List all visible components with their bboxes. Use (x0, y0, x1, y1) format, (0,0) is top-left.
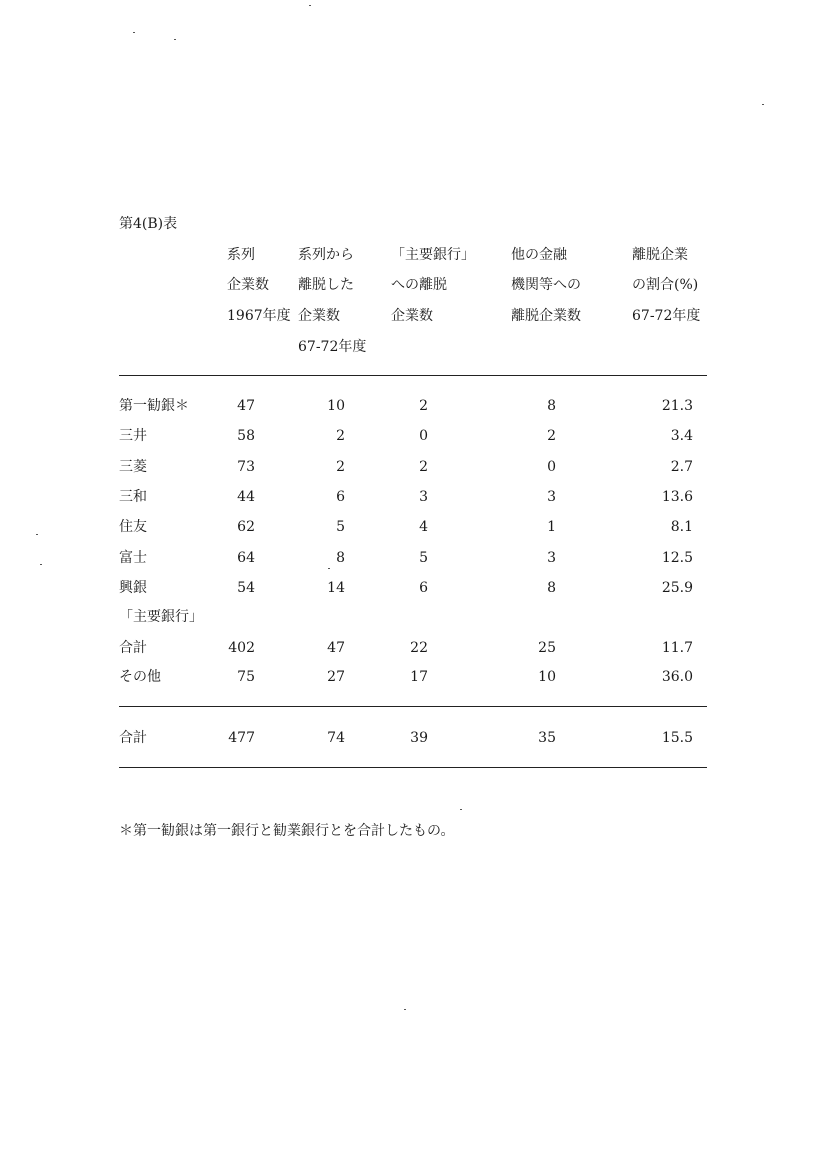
to-main-banks-cell: 0 (419, 428, 428, 445)
header-line: 1967年度 (227, 308, 291, 324)
departed-count-cell: 27 (327, 669, 345, 685)
departure-ratio-cell: 2.7 (670, 458, 693, 475)
row-label: 興銀 (119, 579, 147, 596)
departed-count-cell: 2 (336, 458, 345, 475)
scan-speck (328, 568, 330, 569)
departure-ratio-cell: 8.1 (670, 519, 693, 536)
departed-count-cell: 10 (327, 398, 345, 414)
to-main-banks-cell: 5 (419, 549, 428, 566)
departure-ratio-cell: 36.0 (661, 669, 693, 685)
group-label: 「主要銀行」 (119, 609, 203, 625)
departed-count-cell: 47 (327, 640, 345, 656)
header-line: 離脱企業 (632, 247, 688, 263)
header-line: への離脱 (391, 277, 447, 293)
footnote: ＊第一勧銀は第一銀行と勧業銀行とを合計したもの。 (119, 823, 455, 839)
to-main-banks-cell: 6 (419, 579, 428, 596)
row-label: 合計 (119, 640, 147, 656)
to-other-institutions-cell: 8 (547, 398, 556, 414)
keiretsu-count-cell: 62 (237, 519, 255, 536)
departure-ratio-cell: 13.6 (661, 488, 693, 505)
keiretsu-count-cell: 44 (237, 488, 255, 505)
header-line: 系列から (298, 247, 354, 263)
to-main-banks-cell: 22 (410, 640, 428, 656)
scan-speck (174, 39, 176, 40)
header-line: 離脱した (298, 277, 354, 293)
departure-ratio-cell: 25.9 (661, 579, 693, 596)
departed-count-cell: 14 (327, 579, 345, 596)
keiretsu-count-cell: 402 (228, 640, 255, 656)
table-rule-top (119, 375, 707, 376)
to-other-institutions-cell: 8 (547, 579, 556, 596)
scan-speck (133, 32, 135, 33)
to-main-banks-cell: 39 (410, 730, 428, 746)
header-line: 67-72年度 (632, 308, 701, 324)
departure-ratio-cell: 15.5 (661, 730, 693, 746)
to-other-institutions-cell: 35 (538, 730, 556, 746)
departed-count-cell: 6 (336, 488, 345, 505)
to-other-institutions-cell: 3 (547, 488, 556, 505)
header-line: 67-72年度 (298, 339, 367, 355)
row-label: その他 (119, 669, 161, 685)
keiretsu-count-cell: 47 (237, 398, 255, 414)
row-label: 三和 (119, 488, 147, 505)
to-main-banks-cell: 3 (419, 488, 428, 505)
to-main-banks-cell: 17 (410, 669, 428, 685)
to-main-banks-cell: 4 (419, 519, 428, 536)
row-label: 三井 (119, 428, 147, 445)
scan-speck (762, 104, 764, 105)
keiretsu-count-cell: 477 (228, 730, 255, 746)
departure-ratio-cell: 21.3 (661, 398, 693, 414)
header-line: の割合(%) (632, 277, 699, 293)
departed-count-cell: 5 (336, 519, 345, 536)
to-other-institutions-cell: 0 (547, 458, 556, 475)
to-main-banks-cell: 2 (419, 398, 428, 414)
header-line: 「主要銀行」 (391, 247, 475, 263)
departure-ratio-cell: 3.4 (670, 428, 693, 445)
row-label: 住友 (119, 519, 147, 536)
header-line: 企業数 (227, 277, 269, 293)
header-line: 他の金融 (511, 247, 567, 263)
table-rule-middle (119, 706, 707, 707)
to-other-institutions-cell: 3 (547, 549, 556, 566)
header-line: 系列 (227, 247, 255, 263)
table-rule-bottom (119, 767, 707, 768)
row-label: 富士 (119, 549, 147, 566)
to-other-institutions-cell: 1 (547, 519, 556, 536)
to-other-institutions-cell: 10 (538, 669, 556, 685)
departure-ratio-cell: 11.7 (661, 640, 693, 656)
scan-speck (36, 534, 38, 535)
keiretsu-count-cell: 58 (237, 428, 255, 445)
departed-count-cell: 2 (336, 428, 345, 445)
to-main-banks-cell: 2 (419, 458, 428, 475)
keiretsu-count-cell: 73 (237, 458, 255, 475)
header-line: 企業数 (391, 308, 433, 324)
header-line: 離脱企業数 (511, 308, 581, 324)
keiretsu-count-cell: 64 (237, 549, 255, 566)
scan-speck (460, 809, 462, 810)
row-label: 三菱 (119, 458, 147, 475)
scan-speck (309, 5, 311, 6)
departed-count-cell: 74 (327, 730, 345, 746)
row-label: 合計 (119, 730, 147, 746)
header-line: 企業数 (298, 308, 340, 324)
departed-count-cell: 8 (336, 549, 345, 566)
to-other-institutions-cell: 25 (538, 640, 556, 656)
table-title: 第4(B)表 (119, 216, 178, 232)
keiretsu-count-cell: 54 (237, 579, 255, 596)
departure-ratio-cell: 12.5 (661, 549, 693, 566)
scan-speck (404, 1009, 406, 1010)
scan-speck (40, 564, 42, 565)
keiretsu-count-cell: 75 (237, 669, 255, 685)
header-line: 機関等への (511, 277, 581, 293)
row-label: 第一勧銀＊ (119, 398, 189, 414)
to-other-institutions-cell: 2 (547, 428, 556, 445)
